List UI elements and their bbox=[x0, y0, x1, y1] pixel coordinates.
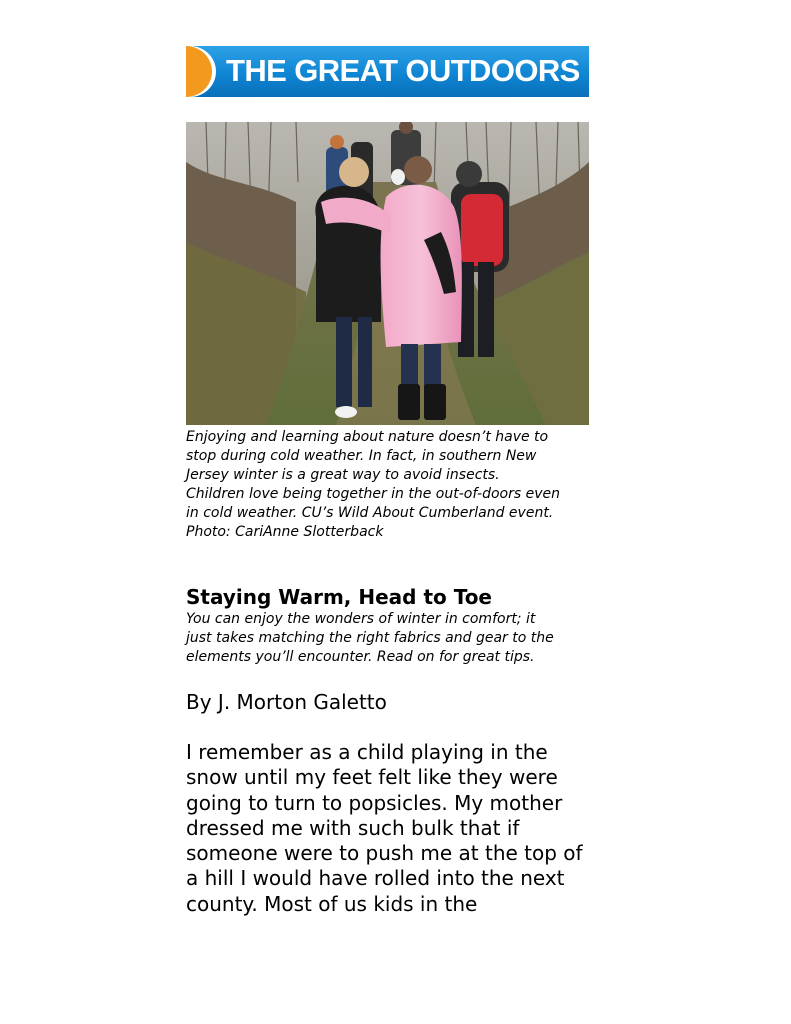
body-line: dressed me with such bulk that if bbox=[186, 815, 520, 840]
section-banner bbox=[186, 46, 589, 97]
article-headline: Staying Warm, Head to Toe bbox=[186, 585, 492, 609]
caption-line: Enjoying and learning about nature doesn’t have to bbox=[186, 429, 549, 445]
caption-line: stop during cold weather. In fact, in southern New bbox=[186, 448, 537, 464]
article-deck bbox=[186, 610, 606, 667]
body-line: someone were to push me at the top of bbox=[186, 841, 583, 866]
body-line: a hill I would have rolled into the next bbox=[186, 866, 565, 891]
article-body bbox=[186, 740, 606, 917]
body-line: I remember as a child playing in the bbox=[186, 740, 548, 764]
body-line: going to turn to popsicles. My mother bbox=[186, 790, 563, 815]
caption-line: Children love being together in the out-of-doors even bbox=[186, 486, 560, 502]
article-byline: By J. Morton Galetto bbox=[186, 690, 387, 714]
caption-line: in cold weather. CU’s Wild About Cumberland event. bbox=[186, 505, 554, 521]
deck-line: just takes matching the right fabrics and gear to the bbox=[186, 630, 554, 646]
body-line: county. Most of us kids in the bbox=[186, 891, 478, 916]
body-line: snow until my feet felt like they were bbox=[186, 765, 558, 790]
photo-caption bbox=[186, 428, 611, 542]
caption-line: Jersey winter is a great way to avoid insects. bbox=[186, 467, 500, 483]
banner-orange-circle bbox=[186, 46, 212, 97]
caption-line: Photo: CariAnne Slotterback bbox=[186, 524, 384, 540]
banner-title: THE GREAT OUTDOORS bbox=[226, 53, 580, 88]
deck-line: You can enjoy the wonders of winter in comfort; it bbox=[186, 611, 536, 627]
article-photo bbox=[186, 122, 589, 425]
deck-line: elements you’ll encounter. Read on for great tips. bbox=[186, 649, 535, 665]
